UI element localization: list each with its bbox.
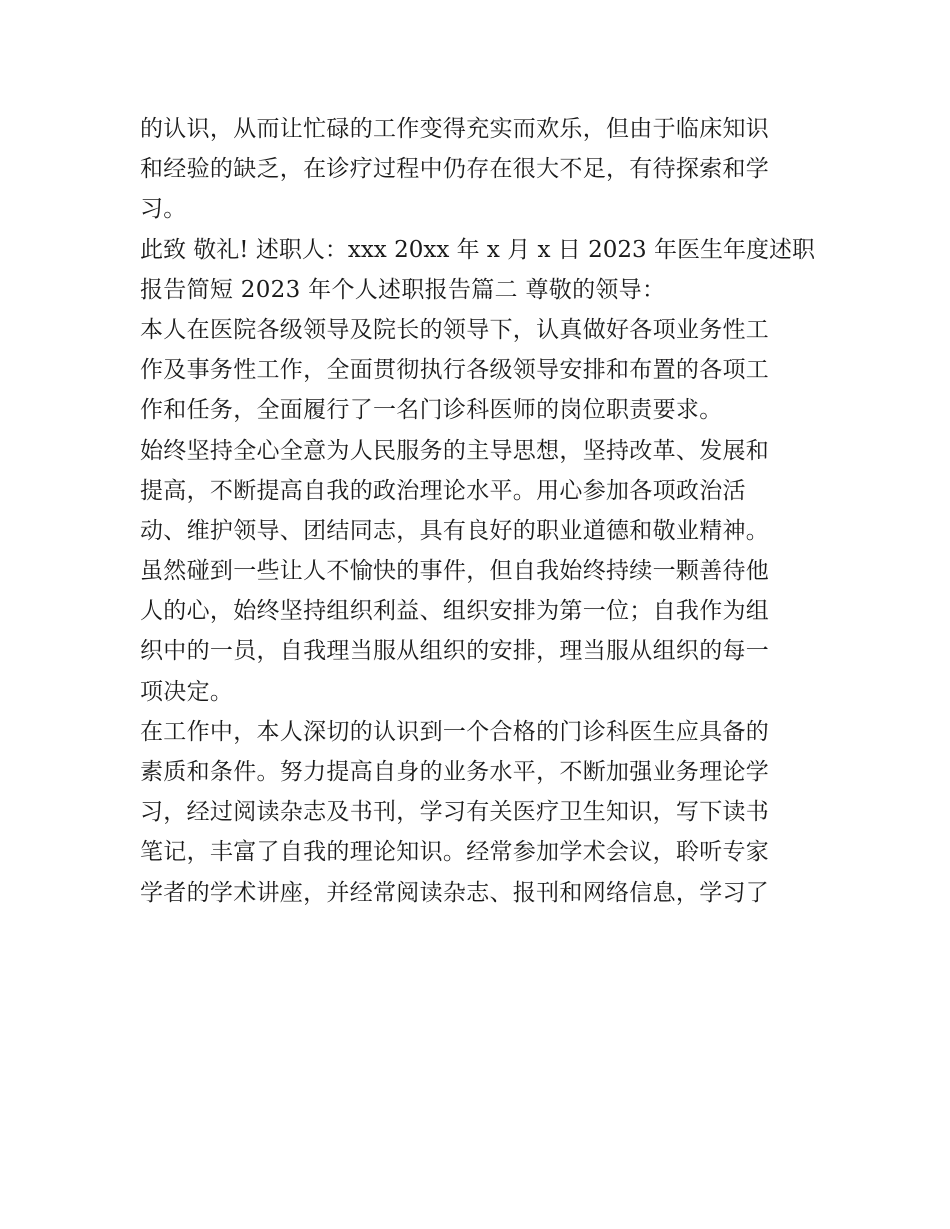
text-line: 在工作中，本人深切的认识到一个合格的门诊科医生应具备的	[140, 718, 770, 745]
text-line: 的认识，从而让忙碌的工作变得充实而欢乐，但由于临床知识	[140, 116, 770, 142]
text-line: 织中的一员，自我理当服从组织的安排，理当服从组织的每一	[140, 638, 770, 665]
text-line: 人的心，始终坚持组织利益、组织安排为第一位；自我作为组	[140, 598, 770, 625]
text-line: 动、维护领导、团结同志，具有良好的职业道德和敬业精神。	[140, 517, 770, 544]
text-line: 素质和条件。努力提高自身的业务水平，不断加强业务理论学	[140, 759, 770, 785]
text-line: 报告简短 2023 年个人述职报告篇二 尊敬的领导：	[140, 276, 666, 303]
text-line: 项决定。	[140, 678, 234, 705]
text-line: 本人在医院各级领导及院长的领导下，认真做好各项业务性工	[140, 316, 770, 343]
report-body-text	[140, 109, 820, 913]
text-line: 虽然碰到一些让人不愉快的事件，但自我始终持续一颗善待他	[140, 558, 770, 585]
text-line: 此致 敬礼! 述职人：xxx 20xx 年 x 月 x 日 2023 年医生年度述职	[140, 236, 815, 263]
text-line: 作及事务性工作，全面贯彻执行各级领导安排和布置的各项工	[140, 357, 770, 384]
text-line: 和经验的缺乏，在诊疗过程中仍存在很大不足，有待探索和学	[140, 156, 770, 183]
text-line: 始终坚持全心全意为人民服务的主导思想，坚持改革、发展和	[140, 437, 770, 464]
text-line: 习，经过阅读杂志及书刊，学习有关医疗卫生知识，写下读书	[140, 799, 770, 826]
text-line: 提高，不断提高自我的政治理论水平。用心参加各项政治活	[140, 477, 746, 504]
text-line: 学者的学术讲座，并经常阅读杂志、报刊和网络信息，学习了	[140, 879, 770, 906]
text-line: 作和任务，全面履行了一名门诊科医师的岗位职责要求。	[140, 397, 723, 424]
text-line: 笔记，丰富了自我的理论知识。经常参加学术会议，聆听专家	[140, 839, 770, 866]
text-line: 习。	[140, 196, 187, 223]
